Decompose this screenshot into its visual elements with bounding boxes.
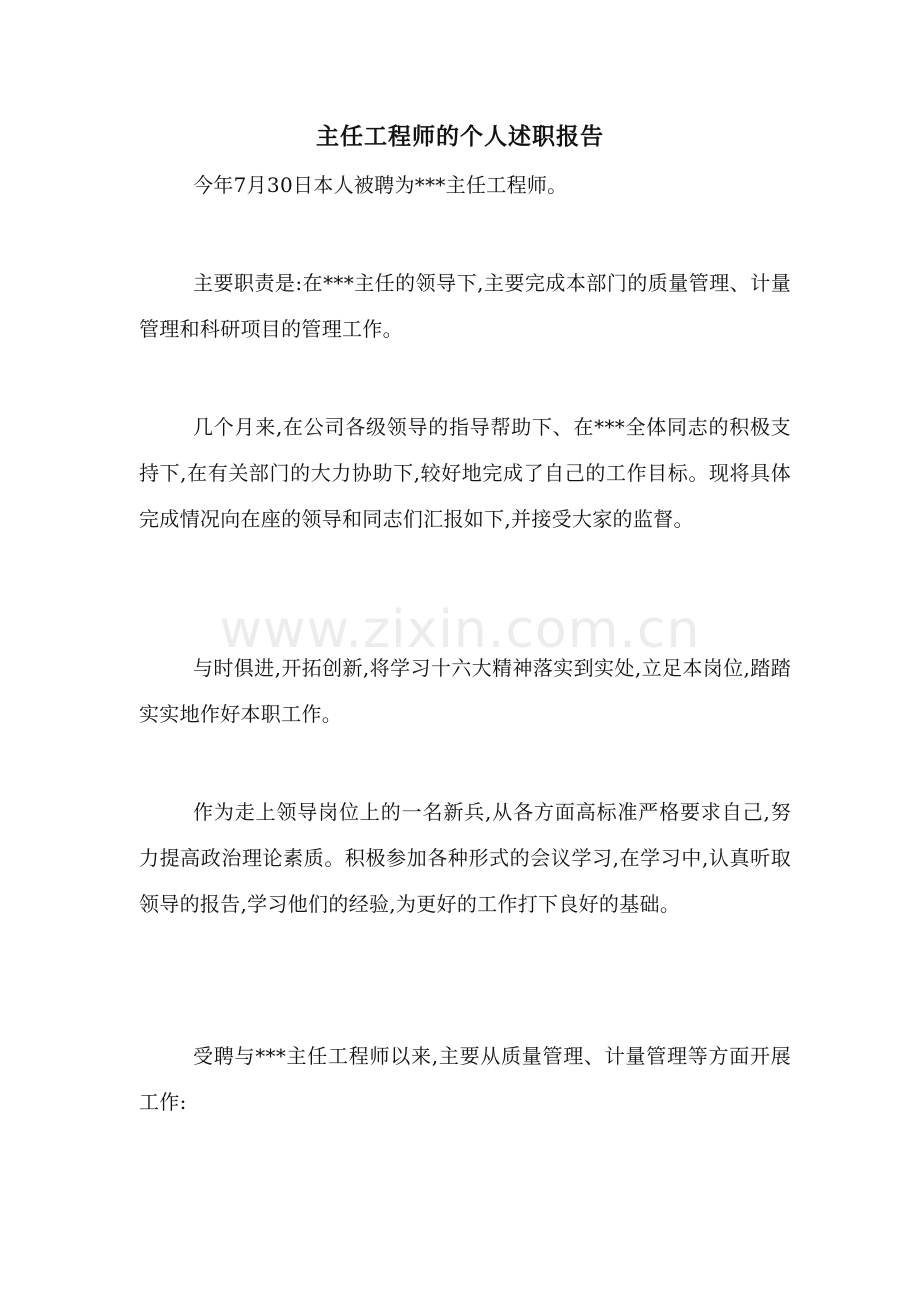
paragraph-work-areas: 受聘与***主任工程师以来,主要从质量管理、计量管理等方面开展工作: <box>139 1044 791 1114</box>
watermark-text: www.zixin.com.cn <box>219 600 701 660</box>
document-title: 主任工程师的个人述职报告 <box>316 123 604 150</box>
paragraph-appointment: 今年7月30日本人被聘为***主任工程师。 <box>193 173 568 197</box>
paragraph-responsibilities: 主要职责是:在***主任的领导下,主要完成本部门的质量管理、计量管理和科研项目的管理工作。 <box>139 271 791 341</box>
paragraph-self-requirement: 作为走上领导岗位上的一名新兵,从各方面高标准严格要求自己,努力提高政治理论素质。积极参加各种形式的会议学习,在学习中,认真听取领导的报告,学习他们的经验,为更好的工作打下良好的基础。 <box>139 800 791 916</box>
paragraph-summary: 几个月来,在公司各级领导的指导帮助下、在***全体同志的积极支持下,在有关部门的大力协助下,较好地完成了自己的工作目标。现将具体完成情况向在座的领导和同志们汇报如下,并接受大家的监督。 <box>139 415 791 531</box>
paragraph-innovation: 与时俱进,开拓创新,将学习十六大精神落实到实处,立足本岗位,踏踏实实地作好本职工作。 <box>139 656 791 726</box>
